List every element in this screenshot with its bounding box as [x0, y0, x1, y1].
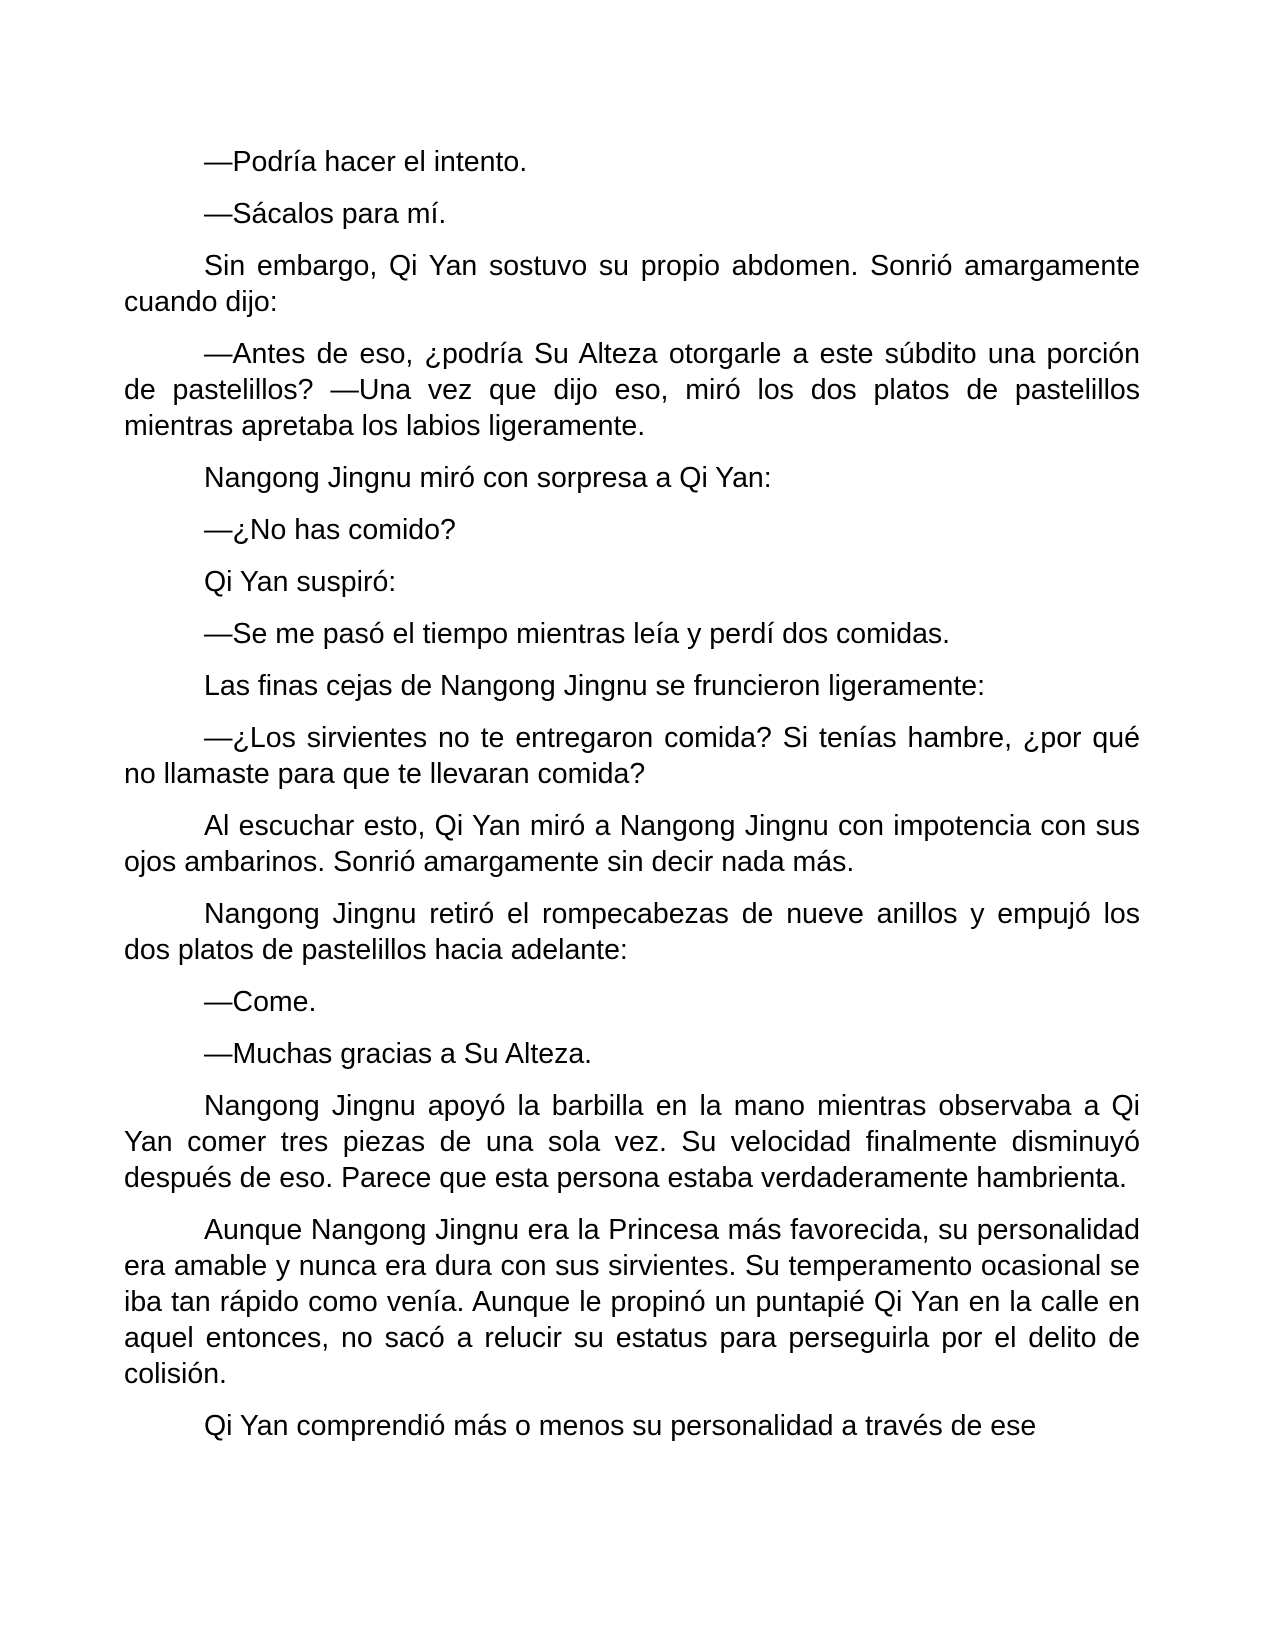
paragraph: Qi Yan comprendió más o menos su personalidad a través de ese [204, 1410, 1037, 1442]
paragraph: Nangong Jingnu miró con sorpresa a Qi Yan: [204, 462, 772, 494]
paragraph: Aunque Nangong Jingnu era la Princesa más favorecida, su personalidad era amable y nunca era dura con sus sirvientes. Su temperamento ocasional se iba tan rápido como venía. Aunque le propinó un puntapié Qi Yan en la calle en aquel entonces, no sacó a relucir su estatus para perseguirla por el delito de colisión. [124, 1214, 1140, 1390]
paragraph: —¿No has comido? [204, 514, 456, 546]
paragraph: Al escuchar esto, Qi Yan miró a Nangong Jingnu con impotencia con sus ojos ambarinos. Sonrió amargamente sin decir nada más. [124, 810, 1140, 878]
paragraph: Nangong Jingnu retiró el rompecabezas de nueve anillos y empujó los dos platos de pastelillos hacia adelante: [124, 898, 1140, 966]
paragraph: —¿Los sirvientes no te entregaron comida? Si tenías hambre, ¿por qué no llamaste para que te llevaran comida? [124, 722, 1140, 790]
paragraph: Qi Yan suspiró: [204, 566, 397, 598]
paragraph: Nangong Jingnu apoyó la barbilla en la mano mientras observaba a Qi Yan comer tres piezas de una sola vez. Su velocidad finalmente disminuyó después de eso. Parece que esta persona estaba verdaderamente hambrienta. [124, 1090, 1140, 1194]
paragraph: —Se me pasó el tiempo mientras leía y perdí dos comidas. [204, 618, 951, 650]
body-text [124, 144, 1140, 1460]
paragraph: —Podría hacer el intento. [204, 146, 528, 178]
paragraph: Las finas cejas de Nangong Jingnu se fruncieron ligeramente: [204, 670, 986, 702]
paragraph: —Antes de eso, ¿podría Su Alteza otorgarle a este súbdito una porción de pastelillos? —Una vez que dijo eso, miró los dos platos de pastelillos mientras apretaba los labios ligeramente. [124, 338, 1140, 442]
paragraph: Sin embargo, Qi Yan sostuvo su propio abdomen. Sonrió amargamente cuando dijo: [124, 250, 1140, 318]
paragraph: —Muchas gracias a Su Alteza. [204, 1038, 593, 1070]
paragraph: —Come. [204, 986, 317, 1018]
paragraph: —Sácalos para mí. [204, 198, 447, 230]
